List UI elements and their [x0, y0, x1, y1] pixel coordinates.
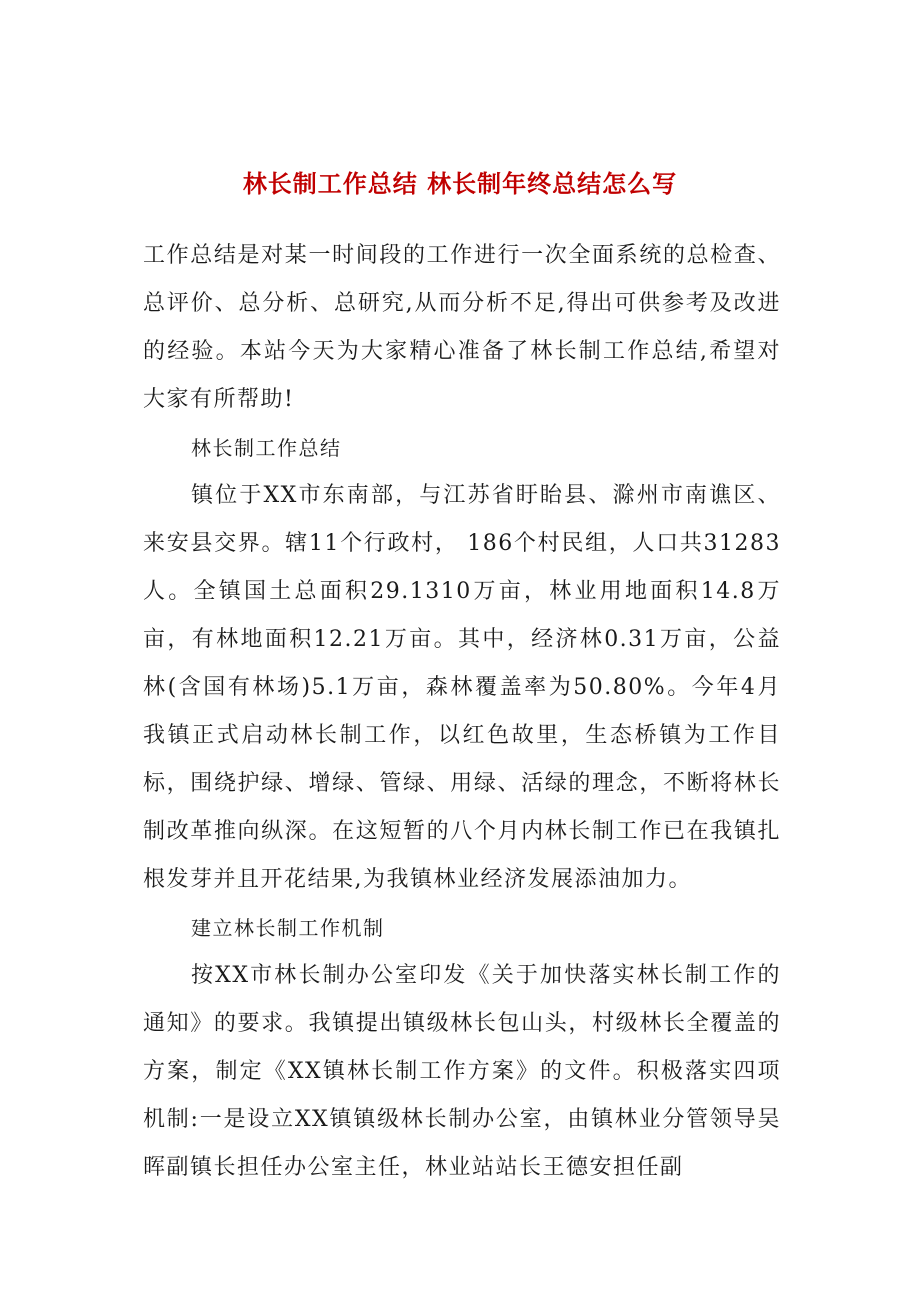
section-heading-mechanism: 建立林长制工作机制 [191, 916, 385, 940]
body-paragraph: 按XX市林长制办公室印发《关于加快落实林长制工作的通知》的要求。我镇提出镇级林长包山头，村级林长全覆盖的方案，制定《XX镇林长制工作方案》的文件。积极落实四项机制:一是设立XX镇镇级林长制办公室，由镇林业分管领导吴晖副镇长担任办公室主任，林业站站长王德安担任副 [143, 963, 781, 1180]
section-heading-summary: 林长制工作总结 [191, 436, 342, 460]
intro-paragraph: 工作总结是对某一时间段的工作进行一次全面系统的总检查、总评价、总分析、总研究,从而分析不足,得出可供参考及改进的经验。本站今天为大家精心准备了林长制工作总结,希望对大家有所帮助! [143, 243, 781, 412]
body-paragraph: 镇位于XX市东南部，与江苏省盱眙县、滁州市南谯区、来安县交界。辖11个行政村， 186个村民组，人口共31283人。全镇国土总面积29.1310万亩，林业用地面积14.8万亩，有林地面积12.21万亩。其中，经济林0.31万亩，公益林(含国有林场)5.1万亩，森林覆盖率为50.80%。今年4月我镇正式启动林长制工作，以红色故里，生态桥镇为工作目标，围绕护绿、增绿、管绿、用绿、活绿的理念，不断将林长制改革推向纵深。在这短暂的八个月内林长制工作已在我镇扎根发芽并且开花结果,为我镇林业经济发展添油加力。 [143, 483, 781, 892]
document-body [143, 232, 781, 1192]
document-title: 林长制工作总结 林长制年终总结怎么写 [242, 169, 678, 198]
